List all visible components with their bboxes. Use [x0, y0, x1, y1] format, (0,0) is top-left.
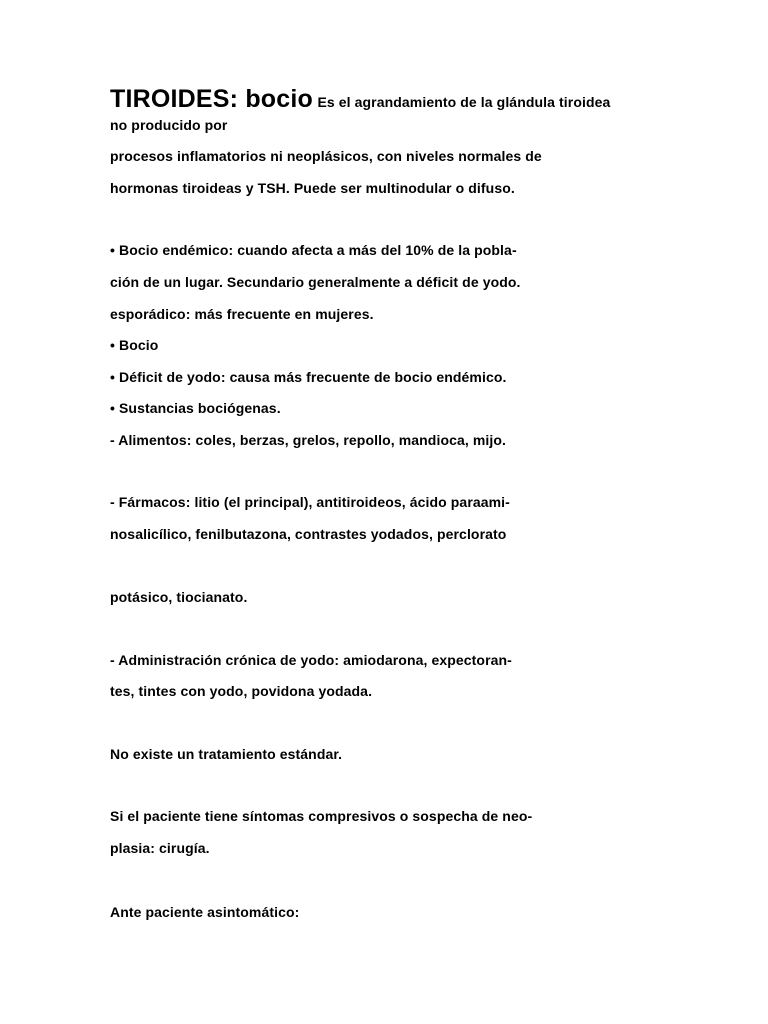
- text-line: potásico, tiocianato.: [110, 589, 248, 605]
- text-line: Ante paciente asintomático:: [110, 904, 300, 920]
- text-line: - Administración crónica de yodo: amiodarona, expectoran-: [110, 652, 512, 668]
- title-continuation: Es el agrandamiento de la glándula tiroidea: [317, 94, 611, 110]
- text-line: Si el paciente tiene síntomas compresivos o sospecha de neo-: [110, 808, 533, 824]
- text-line: tes, tintes con yodo, povidona yodada.: [110, 683, 373, 699]
- text-line: procesos inflamatorios ni neoplásicos, con niveles normales de: [110, 148, 542, 164]
- text-line: • Bocio endémico: cuando afecta a más del 10% de la pobla-: [110, 242, 517, 258]
- text-line: ción de un lugar. Secundario generalmente a déficit de yodo.: [110, 274, 521, 290]
- title-line: [110, 84, 610, 118]
- text-line: - Alimentos: coles, berzas, grelos, repollo, mandioca, mijo.: [110, 432, 507, 448]
- text-line: hormonas tiroideas y TSH. Puede ser multinodular o difuso.: [110, 180, 515, 196]
- text-line: - Fármacos: litio (el principal), antitiroideos, ácido paraami-: [110, 494, 510, 510]
- text-line: • Bocio: [110, 337, 159, 353]
- text-line: esporádico: más frecuente en mujeres.: [110, 306, 374, 322]
- text-line: plasia: cirugía.: [110, 840, 210, 856]
- text-line: • Sustancias bociógenas.: [110, 400, 281, 416]
- text-line: no producido por: [110, 117, 228, 133]
- text-line: nosalicílico, fenilbutazona, contrastes yodados, perclorato: [110, 526, 507, 542]
- text-line: No existe un tratamiento estándar.: [110, 746, 343, 762]
- document-title: TIROIDES: bocio: [110, 85, 313, 113]
- text-line: • Déficit de yodo: causa más frecuente de bocio endémico.: [110, 369, 507, 385]
